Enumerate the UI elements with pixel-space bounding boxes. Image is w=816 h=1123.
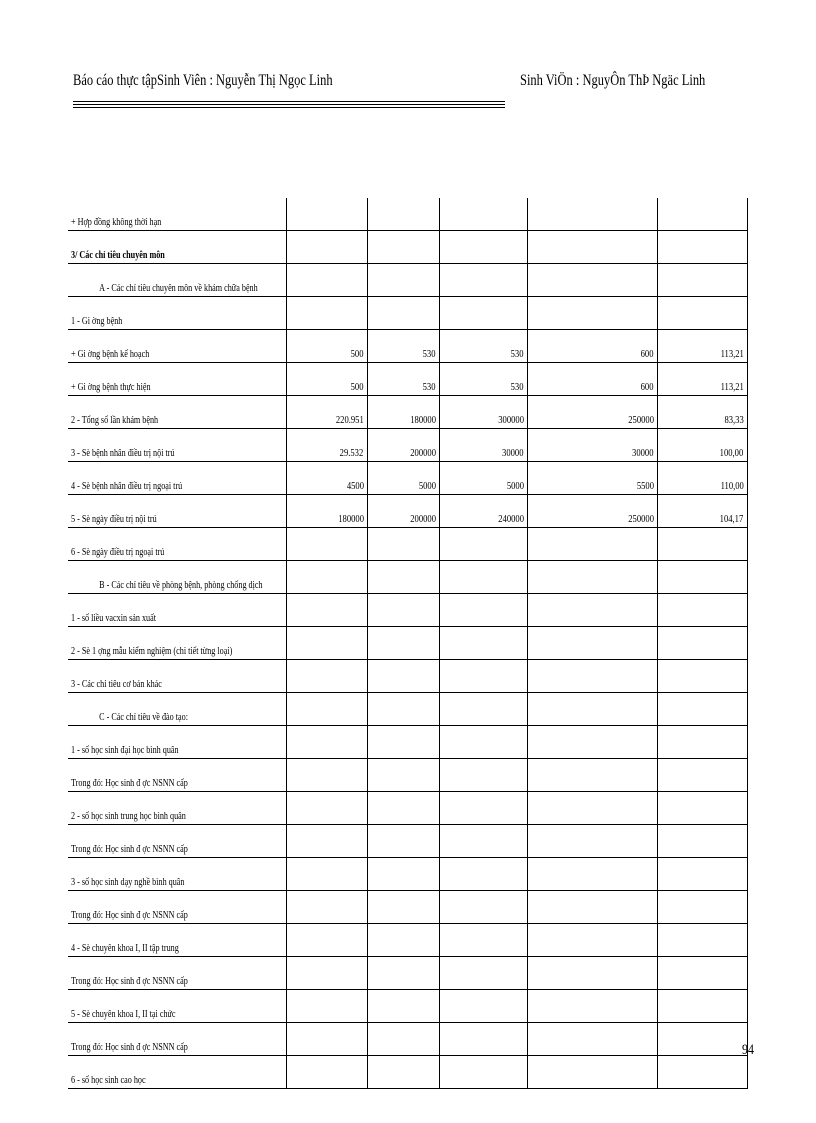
value-cell-col1	[286, 429, 367, 462]
value-cell-col5	[657, 957, 747, 990]
value-cell-col4	[527, 627, 657, 660]
value-cell-col1	[286, 759, 367, 792]
value-cell-col5	[657, 462, 747, 495]
cell-value: 200000	[409, 447, 436, 459]
value-cell-col3	[439, 363, 527, 396]
value-cell-col2	[367, 330, 439, 363]
value-cell-col5	[657, 594, 747, 627]
value-cell-col3	[439, 396, 527, 429]
value-cell-col4	[527, 825, 657, 858]
value-cell-col5	[657, 561, 747, 594]
value-cell-col2	[367, 924, 439, 957]
cell-value: 240000	[497, 513, 524, 525]
value-cell-col2	[367, 198, 439, 231]
value-cell-col2	[367, 495, 439, 528]
value-cell-col1	[286, 858, 367, 891]
row-label-cell	[68, 528, 286, 561]
value-cell-col4	[527, 1056, 657, 1089]
value-cell-col1	[286, 396, 367, 429]
row-label: C - Các chỉ tiêu về đào tạo:	[99, 711, 188, 723]
value-cell-col5	[657, 297, 747, 330]
value-cell-col3	[439, 660, 527, 693]
value-cell-col3	[439, 792, 527, 825]
row-label: 3 - Các chỉ tiêu cơ bản khác	[71, 678, 162, 690]
value-cell-col4	[527, 726, 657, 759]
row-label-cell	[68, 231, 286, 264]
cell-value: 600	[640, 381, 654, 393]
row-label-cell	[68, 561, 286, 594]
value-cell-col4	[527, 858, 657, 891]
value-cell-col2	[367, 396, 439, 429]
value-cell-col4	[527, 462, 657, 495]
value-cell-col1	[286, 462, 367, 495]
value-cell-col2	[367, 528, 439, 561]
table-row	[68, 759, 747, 792]
header-rule-middle	[73, 104, 505, 105]
value-cell-col3	[439, 330, 527, 363]
value-cell-col4	[527, 660, 657, 693]
value-cell-col4	[527, 198, 657, 231]
value-cell-col5	[657, 1023, 747, 1056]
value-cell-col4	[527, 759, 657, 792]
value-cell-col2	[367, 627, 439, 660]
value-cell-col3	[439, 726, 527, 759]
row-label: 1 - Gi ờng bệnh	[71, 315, 123, 327]
table-row	[68, 264, 747, 297]
row-label: Trong đó: Học sinh đ ợc NSNN cấp	[71, 1041, 188, 1053]
value-cell-col2	[367, 1056, 439, 1089]
value-cell-col3	[439, 990, 527, 1023]
row-label: 4 - Sè chuyên khoa I, II tập trung	[71, 942, 179, 954]
value-cell-col3	[439, 495, 527, 528]
row-label-cell	[68, 198, 286, 231]
table-row	[68, 660, 747, 693]
value-cell-col1	[286, 231, 367, 264]
value-cell-col1	[286, 363, 367, 396]
table-row	[68, 231, 747, 264]
value-cell-col3	[439, 1056, 527, 1089]
cell-value: 4500	[346, 480, 364, 492]
table-row	[68, 561, 747, 594]
value-cell-col1	[286, 1056, 367, 1089]
value-cell-col5	[657, 495, 747, 528]
table-row	[68, 429, 747, 462]
value-cell-col5	[657, 231, 747, 264]
cell-value: 113,21	[720, 348, 744, 360]
value-cell-col2	[367, 594, 439, 627]
value-cell-col1	[286, 594, 367, 627]
cell-value: 104,17	[719, 513, 744, 525]
table-row	[68, 297, 747, 330]
value-cell-col2	[367, 297, 439, 330]
value-cell-col4	[527, 495, 657, 528]
value-cell-col4	[527, 891, 657, 924]
value-cell-col2	[367, 990, 439, 1023]
table-row	[68, 198, 747, 231]
value-cell-col4	[527, 264, 657, 297]
value-cell-col4	[527, 561, 657, 594]
row-label-cell	[68, 759, 286, 792]
table-row	[68, 1056, 747, 1089]
value-cell-col5	[657, 825, 747, 858]
value-cell-col4	[527, 594, 657, 627]
table-row	[68, 990, 747, 1023]
table-row	[68, 363, 747, 396]
value-cell-col2	[367, 891, 439, 924]
value-cell-col1	[286, 330, 367, 363]
value-cell-col5	[657, 627, 747, 660]
value-cell-col5	[657, 792, 747, 825]
value-cell-col5	[657, 264, 747, 297]
value-cell-col5	[657, 693, 747, 726]
cell-value: 5500	[636, 480, 654, 492]
cell-value: 530	[422, 381, 436, 393]
value-cell-col4	[527, 231, 657, 264]
value-cell-col1	[286, 726, 367, 759]
cell-value: 180000	[337, 513, 364, 525]
row-label: 2 - số học sinh trung học bình quân	[71, 810, 186, 822]
row-label: 5 - Sè ngày điều trị nội trú	[71, 513, 157, 525]
table-row	[68, 957, 747, 990]
table-row	[68, 330, 747, 363]
value-cell-col1	[286, 693, 367, 726]
cell-value: 300000	[497, 414, 524, 426]
report-table	[68, 198, 748, 1089]
row-label: Trong đó: Học sinh đ ợc NSNN cấp	[71, 777, 188, 789]
cell-value: 530	[510, 381, 524, 393]
value-cell-col3	[439, 429, 527, 462]
value-cell-col1	[286, 561, 367, 594]
row-label-cell	[68, 495, 286, 528]
table-row	[68, 396, 747, 429]
row-label-cell	[68, 297, 286, 330]
cell-value: 110,00	[720, 480, 744, 492]
table-row	[68, 693, 747, 726]
value-cell-col3	[439, 594, 527, 627]
row-label-cell	[68, 1023, 286, 1056]
page-number: 94	[742, 1042, 754, 1058]
value-cell-col3	[439, 858, 527, 891]
cell-value: 113,21	[720, 381, 744, 393]
row-label-cell	[68, 693, 286, 726]
table-row	[68, 495, 747, 528]
value-cell-col4	[527, 363, 657, 396]
value-cell-col1	[286, 627, 367, 660]
row-label: A - Các chỉ tiêu chuyên môn về khám chữa bệnh	[99, 282, 258, 294]
row-label: + Gi ờng bệnh kế hoạch	[71, 348, 150, 360]
cell-value: 30000	[502, 447, 524, 459]
value-cell-col1	[286, 297, 367, 330]
value-cell-col3	[439, 1023, 527, 1056]
table-row	[68, 891, 747, 924]
row-label-cell	[68, 825, 286, 858]
value-cell-col2	[367, 759, 439, 792]
value-cell-col5	[657, 660, 747, 693]
value-cell-col1	[286, 957, 367, 990]
value-cell-col1	[286, 660, 367, 693]
value-cell-col5	[657, 396, 747, 429]
row-label-cell	[68, 990, 286, 1023]
row-label: 6 - số học sinh cao học	[71, 1074, 146, 1086]
row-label-cell	[68, 891, 286, 924]
cell-value: 530	[422, 348, 436, 360]
row-label: 4 - Sè bệnh nhân điều trị ngoại trú	[71, 480, 183, 492]
value-cell-col3	[439, 264, 527, 297]
value-cell-col2	[367, 363, 439, 396]
row-label-cell	[68, 1056, 286, 1089]
header-rule-bottom	[73, 107, 505, 108]
value-cell-col5	[657, 924, 747, 957]
row-label: 3 - số học sinh dạy nghề bình quân	[71, 876, 185, 888]
row-label-cell	[68, 957, 286, 990]
value-cell-col3	[439, 924, 527, 957]
value-cell-col4	[527, 957, 657, 990]
cell-value: 600	[640, 348, 654, 360]
row-label: Trong đó: Học sinh đ ợc NSNN cấp	[71, 843, 188, 855]
value-cell-col5	[657, 759, 747, 792]
value-cell-col4	[527, 990, 657, 1023]
value-cell-col1	[286, 528, 367, 561]
value-cell-col2	[367, 660, 439, 693]
row-label-cell	[68, 429, 286, 462]
cell-value: 100,00	[719, 447, 744, 459]
row-label: 5 - Sè chuyên khoa I, II tại chức	[71, 1008, 176, 1020]
cell-value: 250000	[627, 414, 654, 426]
row-label: 1 - số học sinh đại học bình quân	[71, 744, 179, 756]
row-label-cell	[68, 660, 286, 693]
value-cell-col5	[657, 429, 747, 462]
row-label-cell	[68, 726, 286, 759]
row-label-cell	[68, 330, 286, 363]
row-label: 6 - Sè ngày điều trị ngoại trú	[71, 546, 165, 558]
value-cell-col4	[527, 924, 657, 957]
value-cell-col5	[657, 528, 747, 561]
value-cell-col2	[367, 462, 439, 495]
value-cell-col2	[367, 561, 439, 594]
value-cell-col3	[439, 957, 527, 990]
header-left-title: Báo cáo thực tậpSinh Viên : Nguyễn Thị Ngọc Linh	[73, 72, 333, 89]
cell-value: 83,33	[724, 414, 744, 426]
value-cell-col2	[367, 792, 439, 825]
value-cell-col2	[367, 957, 439, 990]
value-cell-col1	[286, 990, 367, 1023]
row-label: 1 - số liều vacxin sản xuất	[71, 612, 157, 624]
value-cell-col5	[657, 1056, 747, 1089]
value-cell-col1	[286, 198, 367, 231]
table-row	[68, 792, 747, 825]
cell-value: 5000	[506, 480, 524, 492]
value-cell-col5	[657, 990, 747, 1023]
value-cell-col2	[367, 429, 439, 462]
row-label-cell	[68, 858, 286, 891]
value-cell-col4	[527, 528, 657, 561]
value-cell-col3	[439, 627, 527, 660]
table-row	[68, 726, 747, 759]
value-cell-col4	[527, 1023, 657, 1056]
cell-value: 5000	[418, 480, 436, 492]
value-cell-col2	[367, 825, 439, 858]
value-cell-col2	[367, 726, 439, 759]
value-cell-col2	[367, 858, 439, 891]
row-label: + Hợp đồng không thời hạn	[71, 216, 162, 228]
value-cell-col2	[367, 264, 439, 297]
value-cell-col5	[657, 363, 747, 396]
table-row	[68, 627, 747, 660]
value-cell-col1	[286, 792, 367, 825]
value-cell-col3	[439, 759, 527, 792]
cell-value: 500	[350, 381, 364, 393]
row-label: B - Các chỉ tiêu về phòng bệnh, phòng chống dịch	[99, 579, 263, 591]
value-cell-col3	[439, 462, 527, 495]
value-cell-col4	[527, 792, 657, 825]
value-cell-col3	[439, 198, 527, 231]
row-label: 2 - Tổng số lần khám bệnh	[71, 414, 159, 426]
value-cell-col5	[657, 198, 747, 231]
cell-value: 30000	[632, 447, 654, 459]
row-label-cell	[68, 627, 286, 660]
table-row	[68, 924, 747, 957]
value-cell-col3	[439, 297, 527, 330]
row-label-cell	[68, 462, 286, 495]
value-cell-col1	[286, 1023, 367, 1056]
table-row	[68, 528, 747, 561]
value-cell-col4	[527, 297, 657, 330]
table-row	[68, 462, 747, 495]
value-cell-col3	[439, 528, 527, 561]
cell-value: 500	[350, 348, 364, 360]
row-label: Trong đó: Học sinh đ ợc NSNN cấp	[71, 975, 188, 987]
row-label-cell	[68, 594, 286, 627]
row-label: 3/ Các chỉ tiêu chuyên môn	[71, 249, 165, 261]
header-right-title: Sinh ViÖn : NguyÔn ThÞ Ngäc Linh	[520, 72, 706, 89]
cell-value: 530	[510, 348, 524, 360]
value-cell-col3	[439, 231, 527, 264]
value-cell-col2	[367, 231, 439, 264]
row-label-cell	[68, 792, 286, 825]
value-cell-col4	[527, 693, 657, 726]
value-cell-col2	[367, 1023, 439, 1056]
row-label-cell	[68, 363, 286, 396]
value-cell-col5	[657, 330, 747, 363]
row-label-cell	[68, 396, 286, 429]
value-cell-col1	[286, 825, 367, 858]
row-label: + Gi ờng bệnh thực hiện	[71, 381, 151, 393]
value-cell-col3	[439, 693, 527, 726]
value-cell-col4	[527, 429, 657, 462]
row-label: 2 - Sè 1 ợng mẫu kiểm nghiệm (chi tiết từng loại)	[71, 645, 233, 657]
table-row	[68, 594, 747, 627]
value-cell-col3	[439, 561, 527, 594]
cell-value: 220.951	[335, 414, 364, 426]
value-cell-col2	[367, 693, 439, 726]
value-cell-col1	[286, 264, 367, 297]
cell-value: 250000	[627, 513, 654, 525]
value-cell-col5	[657, 858, 747, 891]
value-cell-col5	[657, 726, 747, 759]
row-label-cell	[68, 264, 286, 297]
value-cell-col3	[439, 891, 527, 924]
value-cell-col1	[286, 495, 367, 528]
value-cell-col4	[527, 330, 657, 363]
table-row	[68, 825, 747, 858]
report-table-body	[68, 198, 747, 1089]
cell-value: 180000	[409, 414, 436, 426]
value-cell-col1	[286, 891, 367, 924]
table-row	[68, 858, 747, 891]
value-cell-col1	[286, 924, 367, 957]
value-cell-col5	[657, 891, 747, 924]
value-cell-col3	[439, 825, 527, 858]
cell-value: 200000	[409, 513, 436, 525]
cell-value: 29.532	[339, 447, 364, 459]
row-label: Trong đó: Học sinh đ ợc NSNN cấp	[71, 909, 188, 921]
header-rule-top	[73, 101, 505, 102]
row-label: 3 - Sè bệnh nhân điều trị nội trú	[71, 447, 175, 459]
table-row	[68, 1023, 747, 1056]
value-cell-col4	[527, 396, 657, 429]
row-label-cell	[68, 924, 286, 957]
